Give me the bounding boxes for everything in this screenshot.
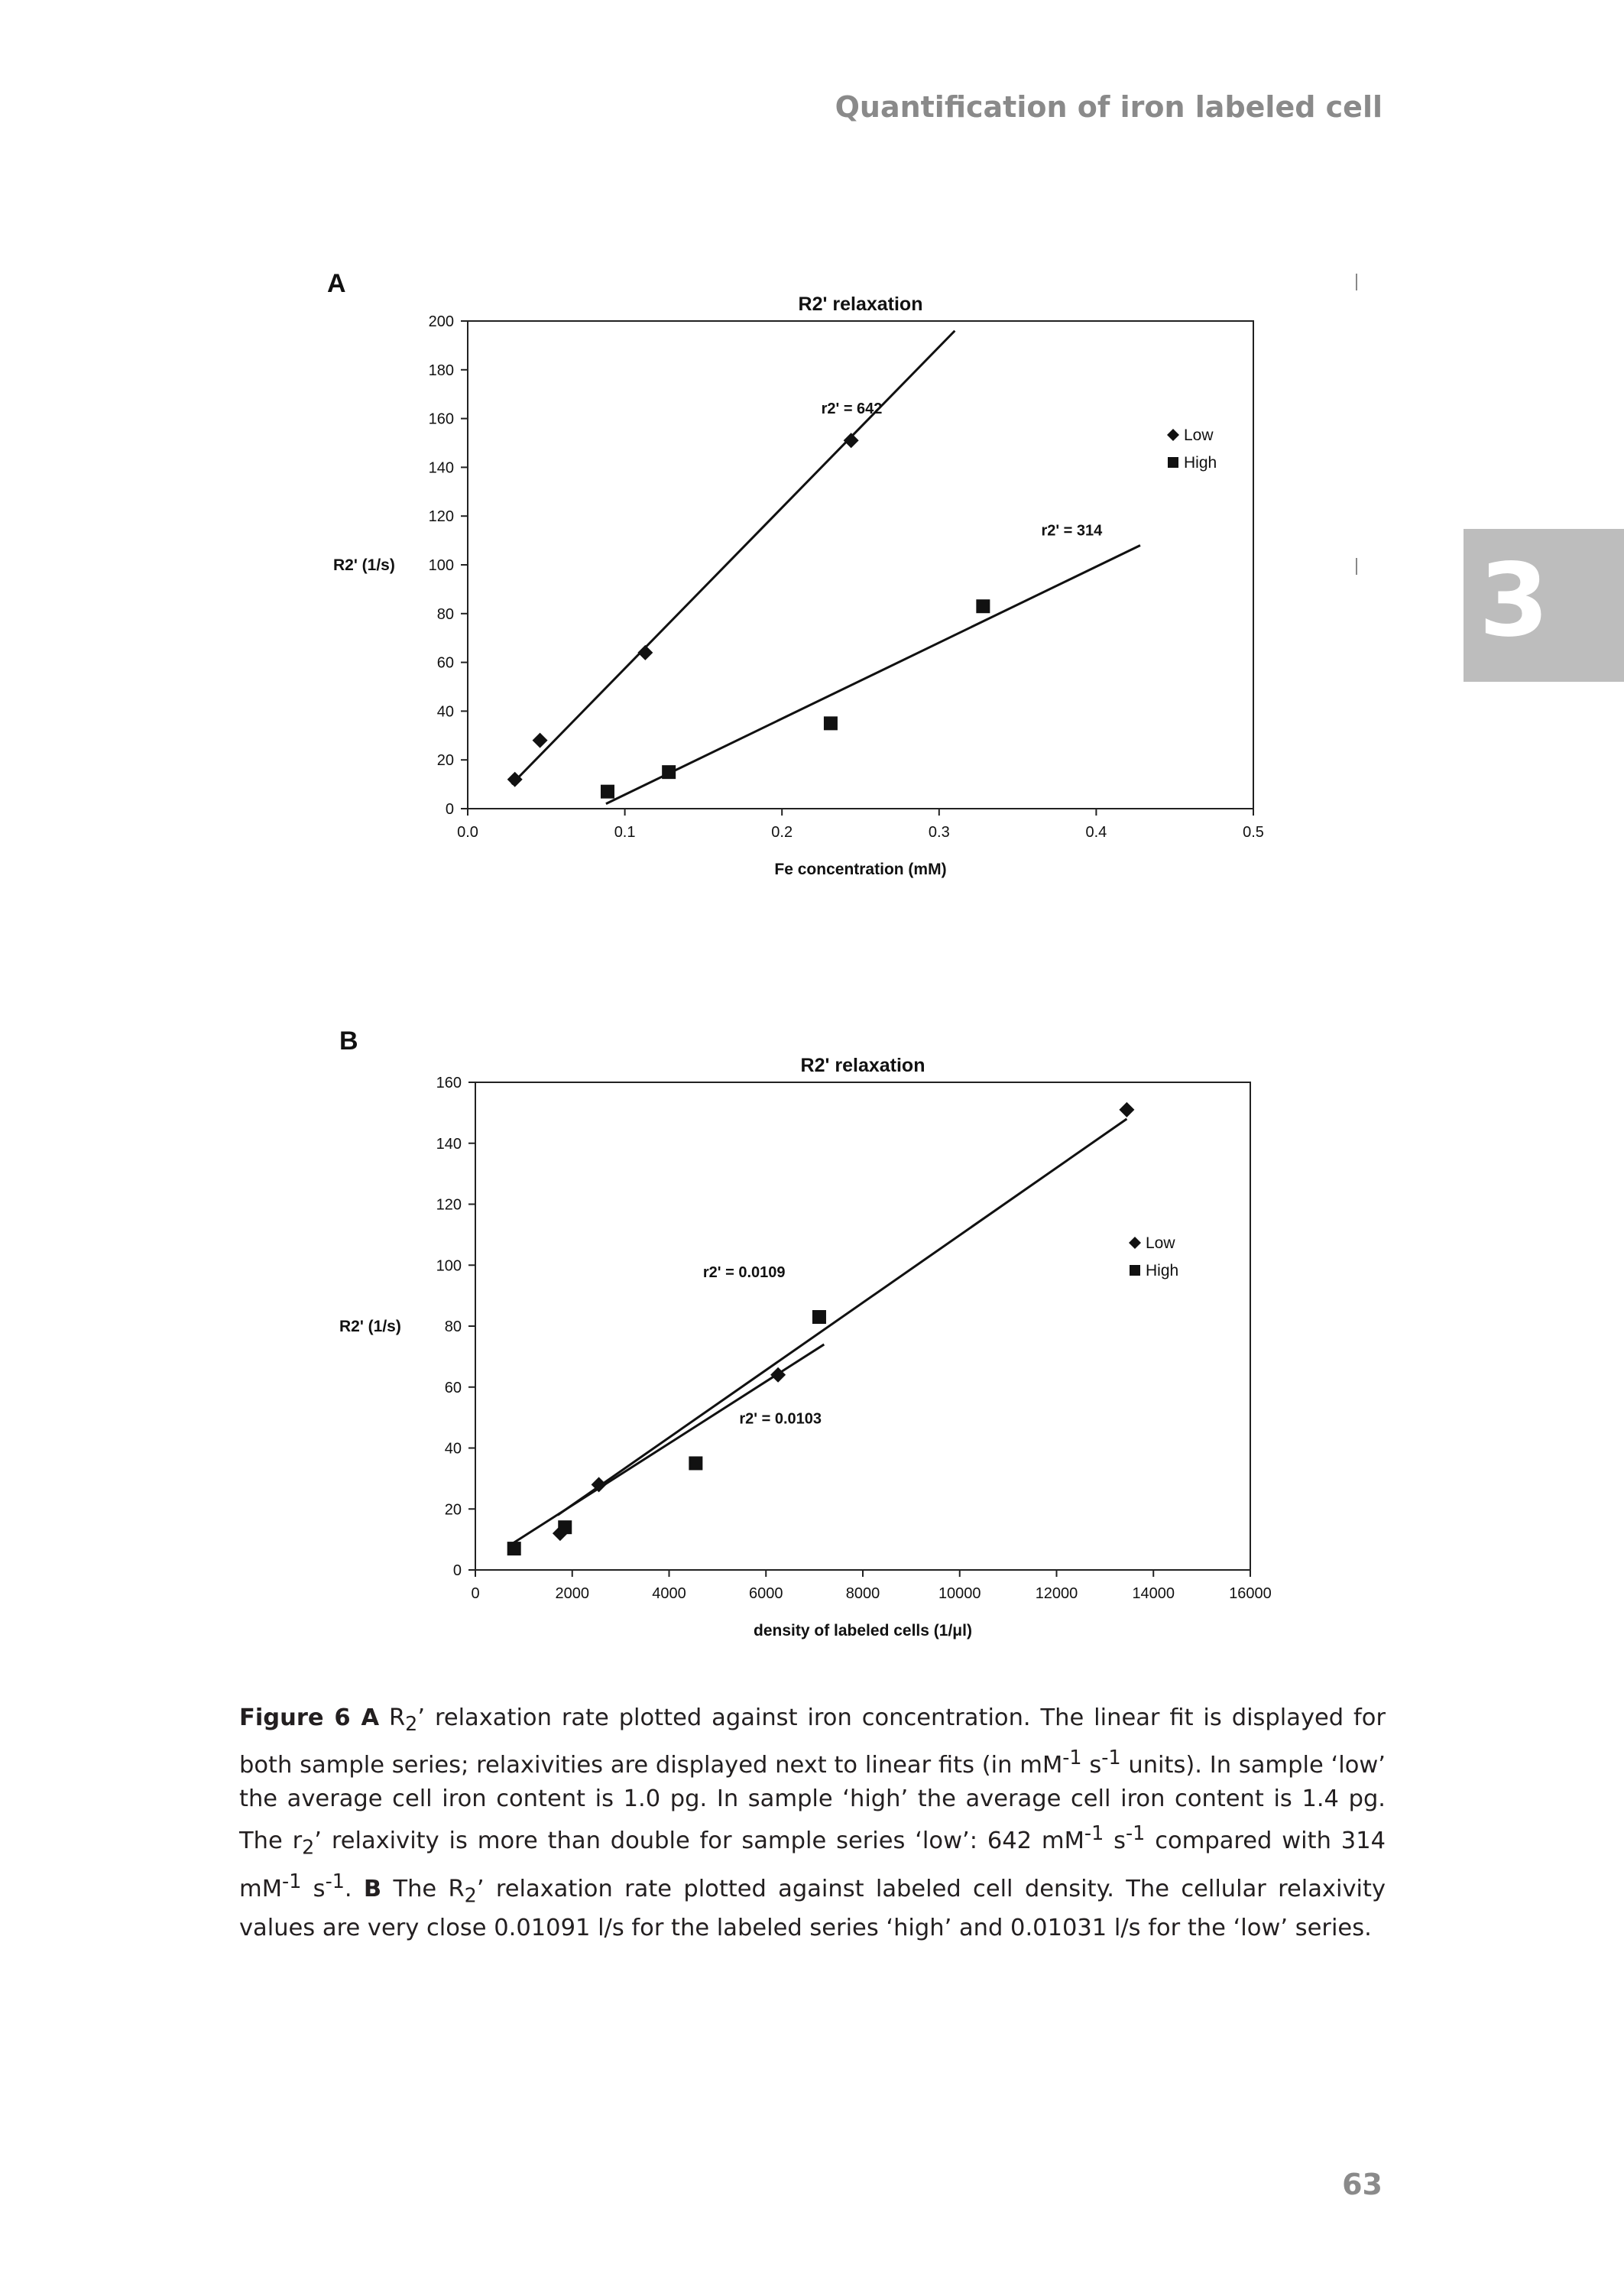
y-tick-label: 140 [428,459,454,477]
caption-text: The R [381,1875,465,1902]
legend-label-high: High [1146,1262,1179,1279]
y-tick-label: 0 [445,801,454,818]
caption-sub: 2 [405,1712,418,1736]
y-tick-label: 100 [436,1257,462,1275]
y-axis-label: R2' (1/s) [339,1318,401,1335]
y-tick-label: 60 [436,654,454,672]
x-tick-label: 8000 [845,1585,880,1602]
x-tick-label: 12000 [1035,1585,1078,1602]
y-tick-label: 120 [428,508,454,526]
caption-sub: 2 [302,1835,315,1859]
running-title: Quantification of iron labeled cell [835,90,1383,124]
data-point-high [812,1310,826,1324]
caption-sup: -1 [1084,1821,1104,1845]
caption-text: ’ relaxation rate plotted against iron concentration. The linear fit is displayed for both sample series; relaxivities are displayed next to linear fits (in mM [239,1704,1386,1779]
y-tick-label: 20 [436,752,454,770]
data-point-high [507,1542,521,1555]
x-tick-label: 0.4 [1085,824,1107,841]
chart-title: R2' relaxation [798,294,923,315]
x-tick-label: 10000 [938,1585,981,1602]
data-point-low [1119,1102,1134,1117]
legend-marker-high [1130,1265,1140,1276]
fit-annotation: r2' = 0.0103 [739,1410,822,1428]
y-tick-label: 0 [452,1562,462,1579]
y-tick-label: 80 [444,1318,462,1335]
plot-frame [475,1082,1250,1570]
x-tick-label: 2000 [555,1585,589,1602]
y-axis-label: R2' (1/s) [333,556,395,574]
legend-label-low: Low [1184,426,1214,444]
x-tick-label: 0.0 [457,824,478,841]
fit-annotation: r2' = 314 [1041,522,1103,540]
x-tick-label: 16000 [1229,1585,1272,1602]
fit-annotation: r2' = 0.0109 [702,1264,786,1282]
y-tick-label: 60 [444,1379,462,1396]
x-tick-label: 0.3 [928,824,950,841]
caption-sup: -1 [1101,1746,1121,1769]
x-tick-label: 4000 [652,1585,686,1602]
figure-caption [239,1701,1386,1945]
caption-text: s [1104,1828,1126,1855]
y-tick-label: 40 [436,703,454,721]
page-number: 63 [1342,2168,1383,2201]
caption-text: s [1081,1752,1102,1779]
caption-text: ’ relaxation rate plotted against labeled cell density. The cellular relaxivity values are very close 0.01091 l/s for the labeled series ‘high’ and 0.01031 l/s for the ‘low’ series. [239,1875,1386,1941]
y-tick-label: 160 [428,410,454,428]
legend-label-high: High [1184,454,1217,472]
y-tick-label: 180 [428,362,454,379]
x-tick-label: 0.1 [614,824,636,841]
panel-label-a: A [327,269,346,298]
caption-sup: -1 [1062,1746,1082,1769]
chart-title: R2' relaxation [800,1055,925,1076]
legend-label-low: Low [1146,1234,1175,1252]
y-tick-label: 160 [436,1075,462,1091]
caption-text: s [301,1875,326,1902]
fit-annotation: r2' = 642 [821,401,883,418]
caption-text: ’ relaxivity is more than double for sample series ‘low’: 642 mM [314,1828,1084,1855]
x-axis-label: Fe concentration (mM) [774,861,947,878]
chapter-number: 3 [1479,542,1549,660]
x-tick-label: 0 [471,1585,480,1602]
y-tick-label: 80 [436,605,454,623]
caption-sup: -1 [282,1869,302,1892]
caption-label-b: B [363,1875,382,1902]
fit-line-low [558,1119,1127,1515]
legend-marker-low [1129,1237,1141,1249]
y-tick-label: 20 [444,1501,462,1519]
caption-sup: -1 [1126,1821,1146,1845]
y-tick-label: 200 [428,313,454,330]
caption-text: units). In sample ‘low’ the average cell iron content is 1.0 pg. In sample ‘high’ the average cell iron content is 1.4 pg. The r [239,1752,1386,1855]
data-point-high [689,1456,702,1470]
y-tick-label: 140 [436,1135,462,1153]
x-axis-label: density of labeled cells (1/μl) [754,1622,972,1639]
x-tick-label: 14000 [1132,1585,1175,1602]
caption-text: compared with 314 mM [239,1828,1386,1902]
x-tick-label: 0.5 [1243,824,1264,841]
data-point-high [558,1520,572,1534]
y-tick-label: 100 [428,557,454,574]
y-tick-label: 120 [436,1196,462,1214]
caption-sup: -1 [325,1869,345,1892]
x-tick-label: 0.2 [771,824,793,841]
caption-text: R [379,1704,406,1731]
panel-label-b: B [339,1026,358,1056]
x-tick-label: 6000 [749,1585,783,1602]
caption-sub: 2 [464,1883,477,1906]
caption-text: . [344,1875,364,1902]
y-tick-label: 40 [444,1440,462,1458]
caption-label-a: Figure 6 A [239,1704,380,1731]
